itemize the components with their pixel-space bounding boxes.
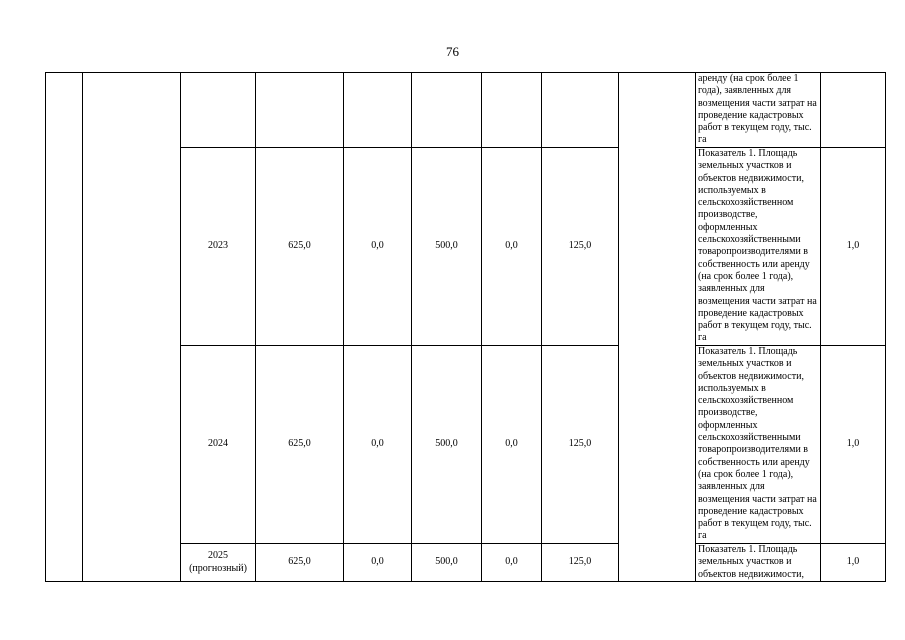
indicator-text: Показатель 1. Площадь земельных участков и объектов недвижимости, xyxy=(698,544,804,580)
cell-year-empty xyxy=(181,73,256,148)
indicator-text: Показатель 1. Площадь земельных участков и объектов недвижимости, используемых в сельскохозяйственном производстве, оформленных сельскохозяйственными товаропроизводителями в собственность или аренду (на срок более 1 года), заявленных для возмещения части затрат на проведение кадастровых работ в текущем году, тыс. га xyxy=(698,346,817,542)
year: 2025 xyxy=(208,550,228,562)
cell-year xyxy=(181,544,256,582)
cell-indicator xyxy=(696,148,821,346)
cell-col3-empty xyxy=(412,73,482,148)
cell-indicator xyxy=(696,544,821,582)
cell-col4: 0,0 xyxy=(482,148,542,346)
cell-indicator-continuation xyxy=(696,73,821,148)
cell-col3: 500,0 xyxy=(412,544,482,582)
indicator-text: аренду (на срок более 1 года), заявленных для возмещения части затрат на проведение кадастровых работ в текущем году, тыс. га xyxy=(698,73,817,146)
cell-col4: 0,0 xyxy=(482,544,542,582)
cell-col5: 125,0 xyxy=(542,544,619,582)
cell-col5-empty xyxy=(542,73,619,148)
cell-col5: 125,0 xyxy=(542,148,619,346)
cell-total: 625,0 xyxy=(256,544,344,582)
cell-total-empty xyxy=(256,73,344,148)
cell-col4-empty xyxy=(482,73,542,148)
year: 2023 xyxy=(208,240,228,252)
indicator-text: Показатель 1. Площадь земельных участков и объектов недвижимости, используемых в сельскохозяйственном производстве, оформленных сельскохозяйственными товаропроизводителями в собственность или аренду (на срок более 1 года), заявленных для возмещения части затрат на проведение кадастровых работ в текущем году, тыс. га xyxy=(698,148,817,344)
cell-executor xyxy=(619,73,696,582)
cell-col4: 0,0 xyxy=(482,346,542,544)
cell-year xyxy=(181,346,256,544)
cell-col2-empty xyxy=(344,73,412,148)
cell-col5: 125,0 xyxy=(542,346,619,544)
cell-total: 625,0 xyxy=(256,346,344,544)
cell-col3: 500,0 xyxy=(412,148,482,346)
cell-value: 1,0 xyxy=(821,346,886,544)
table-row-continuation xyxy=(46,73,886,148)
cell-col3: 500,0 xyxy=(412,346,482,544)
year-note: (прогнозный) xyxy=(189,562,247,574)
page-number: 76 xyxy=(446,44,459,59)
cell-col2: 0,0 xyxy=(344,544,412,582)
program-table xyxy=(45,72,886,582)
cell-value: 1,0 xyxy=(821,148,886,346)
cell-name xyxy=(83,73,181,582)
year: 2024 xyxy=(208,438,228,450)
cell-value: 1,0 xyxy=(821,544,886,582)
cell-number xyxy=(46,73,83,582)
cell-total: 625,0 xyxy=(256,148,344,346)
cell-col2: 0,0 xyxy=(344,346,412,544)
cell-year xyxy=(181,148,256,346)
cell-value-empty xyxy=(821,73,886,148)
cell-indicator xyxy=(696,346,821,544)
cell-col2: 0,0 xyxy=(344,148,412,346)
